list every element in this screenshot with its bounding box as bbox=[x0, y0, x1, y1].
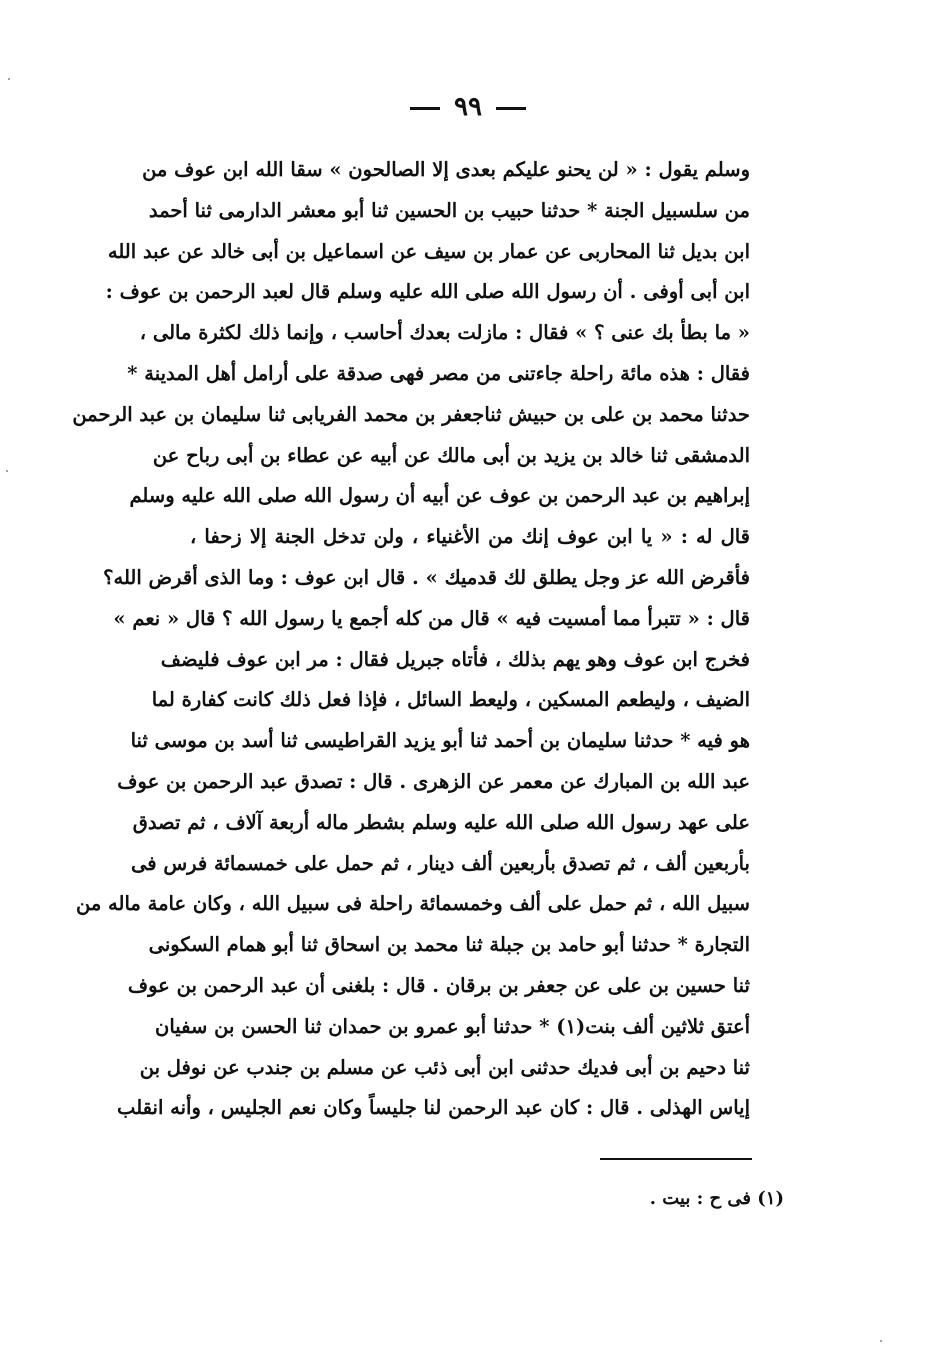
page-number-header bbox=[0, 92, 936, 122]
text-line: فأقرض الله عز وجل يطلق لك قدميك » . قال ابن عوف : وما الذى أقرض الله؟ bbox=[103, 565, 750, 589]
main-text-block bbox=[72, 150, 750, 1129]
text-line: ابن بديل ثنا المحاربى عن عمار بن سيف عن اسماعيل بن أبى خالد عن عبد الله bbox=[107, 239, 750, 263]
text-line: الضيف ، وليطعم المسكين ، وليعط السائل ، فإذا فعل ذلك كانت كفارة لما bbox=[151, 688, 750, 712]
text-line: حدثنا محمد بن على بن حبيش ثناجعفر بن محمد الفريابى ثنا سليمان بن عبد الرحمن bbox=[72, 402, 750, 426]
scan-speck bbox=[6, 470, 8, 472]
text-line: قال : « تتبرأ مما أمسيت فيه » قال من كله أجمع يا رسول الله ؟ قال « نعم » bbox=[113, 606, 750, 630]
text-line: إبراهيم بن عبد الرحمن بن عوف عن أبيه أن رسول الله صلى الله عليه وسلم bbox=[129, 484, 750, 508]
text-line: أعتق ثلاثين ألف بنت(١) * حدثنا أبو عمرو بن حمدان ثنا الحسن بن سفيان bbox=[155, 1014, 750, 1038]
text-line: قال له : « يا ابن عوف إنك من الأغنياء ، ولن تدخل الجنة إلا زحفا ، bbox=[190, 525, 750, 549]
text-line: ابن أبى أوفى . أن رسول الله صلى الله عليه وسلم قال لعبد الرحمن بن عوف : bbox=[105, 280, 750, 304]
text-line: ثنا دحيم بن أبى فديك حدثنى ابن أبى ذئب عن مسلم بن جندب عن نوفل بن bbox=[139, 1055, 750, 1079]
scan-speck bbox=[8, 78, 10, 80]
footnote-divider bbox=[600, 1158, 752, 1160]
text-line: عبد الله بن المبارك عن معمر عن الزهرى . قال : تصدق عبد الرحمن بن عوف bbox=[117, 769, 750, 793]
text-line: الدمشقى ثنا خالد بن يزيد بن أبى مالك عن أبيه عن عطاء بن أبى رباح عن bbox=[152, 443, 750, 467]
page-number: ٩٩ bbox=[454, 92, 482, 122]
text-line: على عهد رسول الله صلى الله عليه وسلم بشطر ماله أربعة آلاف ، ثم تصدق bbox=[132, 810, 750, 834]
text-line: من سلسبيل الجنة * حدثنا حبيب بن الحسين ثنا أبو معشر الدارمى ثنا أحمد bbox=[148, 198, 750, 222]
text-line: هو فيه * حدثنا سليمان بن أحمد ثنا أبو يزيد القراطيسى ثنا أسد بن موسى ثنا bbox=[130, 729, 750, 753]
text-line: وسلم يقول : « لن يحنو عليكم بعدى إلا الصالحون » سقا الله ابن عوف من bbox=[142, 158, 750, 181]
scan-speck bbox=[880, 1340, 882, 1342]
text-line: فخرج ابن عوف وهو يهم بذلك ، فأتاه جبريل فقال : مر ابن عوف فليضف bbox=[160, 647, 750, 671]
text-line: إياس الهذلى . قال : كان عبد الرحمن لنا جليساً وكان نعم الجليس ، وأنه انقلب bbox=[117, 1096, 750, 1120]
text-line: التجارة * حدثنا أبو حامد بن جبلة ثنا محمد بن اسحاق ثنا أبو همام السكونى bbox=[148, 933, 750, 957]
footnote: (١) فى ح : بيت . bbox=[649, 1188, 784, 1209]
text-line: بأربعين ألف ، ثم تصدق بأربعين ألف دينار ، ثم حمل على خمسمائة فرس فى bbox=[130, 851, 750, 875]
text-line: فقال : هذه مائة راحلة جاءتنى من مصر فهى صدقة على أرامل أهل المدينة * bbox=[127, 361, 750, 385]
text-line: ثنا حسين بن على عن جعفر بن برقان . قال : بلغنى أن عبد الرحمن بن عوف bbox=[127, 973, 750, 997]
text-line: سبيل الله ، ثم حمل على ألف وخمسمائة راحلة فى سبيل الله ، وكان عامة ماله من bbox=[75, 892, 750, 916]
right-dash bbox=[410, 107, 440, 110]
text-line: « ما بطأ بك عنى ؟ » فقال : مازلت بعدك أحاسب ، وإنما ذلك لكثرة مالى ، bbox=[139, 321, 750, 345]
left-dash bbox=[496, 107, 526, 110]
